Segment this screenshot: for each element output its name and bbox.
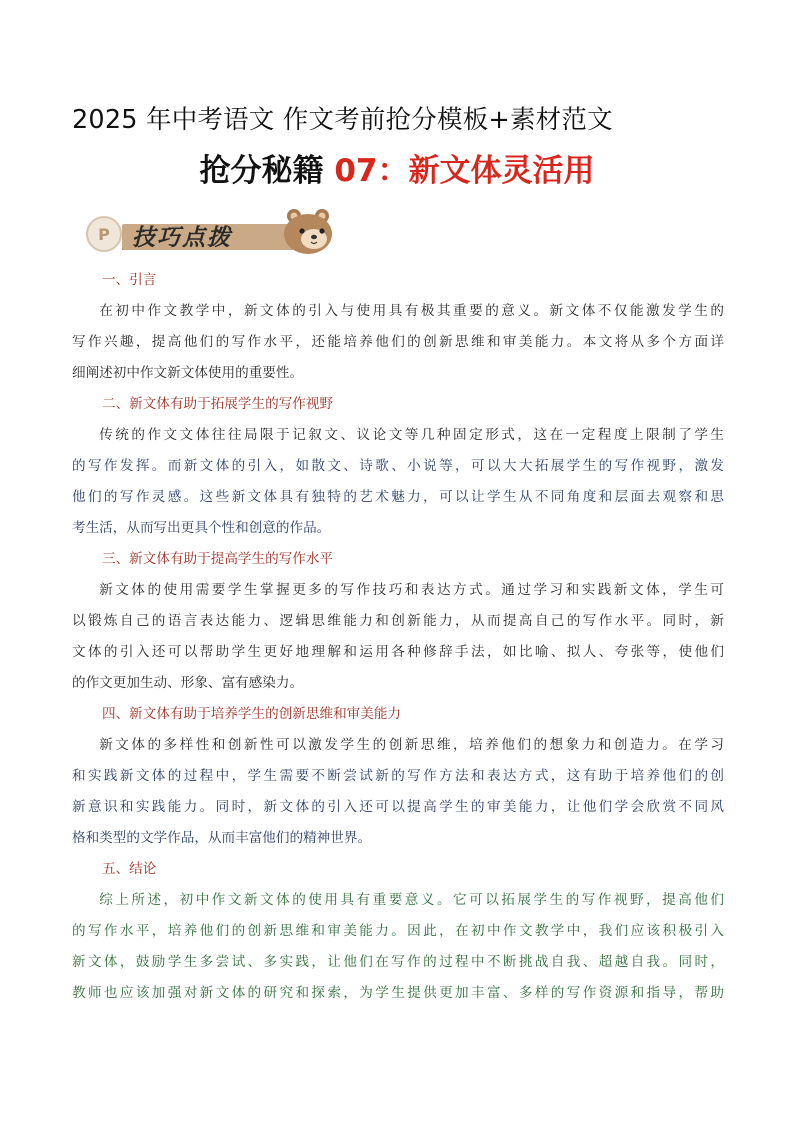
paragraph-line: 新文体，鼓励学生多尝试、多实践，让他们在写作的过程中不断挑战自我、超越自我。同时， — [72, 954, 724, 970]
paragraph-line: 写作兴趣，提高他们的写作水平，还能培养他们的创新思维和审美能力。本文将从多个方面详 — [72, 334, 724, 350]
title-line-2 — [0, 145, 794, 190]
section-heading-intro: 一、引言 — [102, 272, 157, 288]
paragraph-line: 综上所述，初中作文新文体的使用具有重要意义。它可以拓展学生的写作视野，提高他们 — [99, 892, 724, 908]
section-heading-conclusion: 五、结论 — [102, 861, 157, 877]
paragraph-line: 新文体的多样性和创新性可以激发学生的创新思维，培养他们的想象力和创造力。在学习 — [99, 737, 724, 753]
section-heading-vision: 二、新文体有助于拓展学生的写作视野 — [102, 396, 334, 412]
paragraph-line: 文体的引入还可以帮助学生更好地理解和运用各种修辞手法，如比喻、拟人、夸张等，使他们 — [72, 644, 724, 660]
bear-mascot-icon — [278, 206, 342, 256]
paragraph-line: 新文体的使用需要学生掌握更多的写作技巧和表达方式。通过学习和实践新文体，学生可 — [99, 582, 724, 598]
section-paragraph-level — [72, 575, 724, 699]
section-heading-creativity: 四、新文体有助于培养学生的创新思维和审美能力 — [102, 706, 402, 722]
paragraph-line: 在初中作文教学中，新文体的引入与使用具有极其重要的意义。新文体不仅能激发学生的 — [99, 303, 724, 319]
paragraph-line: 他们的写作灵感。这些新文体具有独特的艺术魅力，可以让学生从不同角度和层面去观察和思 — [72, 489, 724, 505]
section-paragraph-vision — [72, 420, 724, 544]
title-prefix: 抢分秘籍 — [199, 153, 335, 189]
section-paragraph-creativity — [72, 730, 724, 854]
badge-coin-icon: P — [86, 216, 122, 252]
paragraph-line: 的作文更加生动、形象、富有感染力。 — [72, 675, 304, 691]
paragraph-line: 新意识和实践能力。同时，新文体的引入还可以提高学生的审美能力，让他们学会欣赏不同风 — [72, 799, 724, 815]
paragraph-line: 教师也应该加强对新文体的研究和探索，为学生提供更加丰富、多样的写作资源和指导，帮助 — [72, 985, 724, 1001]
paragraph-line: 的写作发挥。而新文体的引入，如散文、诗歌、小说等，可以大大拓展学生的写作视野，激发 — [72, 458, 724, 474]
article-body — [72, 265, 724, 1009]
paragraph-line: 格和类型的文学作品，从而丰富他们的精神世界。 — [72, 830, 372, 846]
paragraph-line: 考生活，从而写出更具个性和创意的作品。 — [72, 520, 331, 536]
paragraph-line: 和实践新文体的过程中，学生需要不断尝试新的写作方法和表达方式，这有助于培养他们的创 — [72, 768, 724, 784]
title-line-1: 2025 年中考语文 作文考前抢分模板+素材范文 — [72, 105, 613, 135]
title-accent: 07：新文体灵活用 — [334, 153, 595, 189]
section-heading-level: 三、新文体有助于提高学生的写作水平 — [102, 551, 334, 567]
section-paragraph-intro — [72, 296, 724, 389]
paragraph-line: 细阐述初中作文新文体使用的重要性。 — [72, 365, 304, 381]
section-paragraph-conclusion — [72, 885, 724, 1009]
tips-badge — [82, 206, 344, 256]
paragraph-line: 的写作水平，培养他们的创新思维和审美能力。因此，在初中作文教学中，我们应该积极引入 — [72, 923, 724, 939]
paragraph-line: 以锻炼自己的语言表达能力、逻辑思维能力和创新能力，从而提高自己的写作水平。同时，新 — [72, 613, 724, 629]
badge-label: 技巧点拨 — [132, 225, 232, 251]
paragraph-line: 传统的作文文体往往局限于记叙文、议论文等几种固定形式，这在一定程度上限制了学生 — [99, 427, 724, 443]
